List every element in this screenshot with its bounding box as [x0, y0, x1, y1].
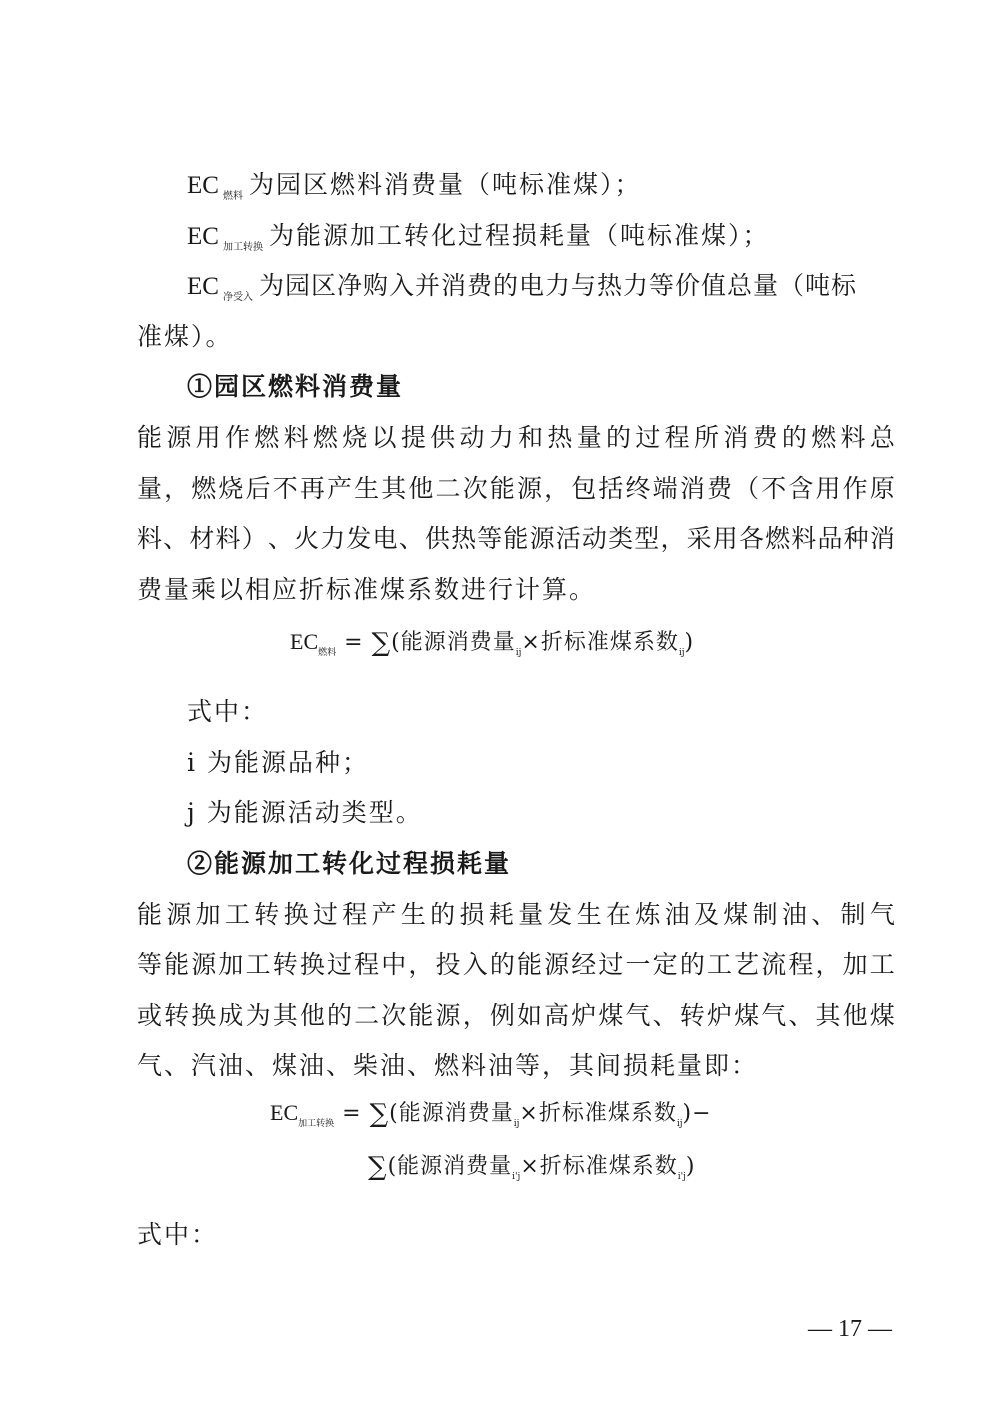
definition-text: 为能源加工转化过程损耗量（吨标准煤）； [268, 221, 770, 250]
formula-subscript: ij [513, 1119, 520, 1129]
section-heading: ①园区燃料消费量 [187, 372, 404, 401]
formula-term: ×折标准煤系数 [520, 1154, 678, 1179]
formula-close: ) [685, 1154, 696, 1179]
formula-term: ×折标准煤系数 [521, 630, 679, 655]
where-item: i 为能源品种； [187, 748, 369, 777]
paragraph-line: 量 ， 燃 烧 后 不 再 产 生 其 他 二 次 能 源 ， 包 括 终 端 消 费 （ 不 含 用 作 原 [137, 474, 895, 503]
paragraph-line: 气、汽油、煤油、柴油、燃料油等，其间损耗量即： [137, 1051, 759, 1080]
section-heading: ②能源加工转化过程损耗量 [187, 849, 512, 878]
paragraph-line: 或 转 换 成 为 其 他 的 二 次 能 源 ， 例 如 高 炉 煤 气 、 转 炉 煤 气 、 其 他 煤 [137, 1001, 895, 1030]
paragraph-line: 能 源 用 作 燃 料 燃 烧 以 提 供 动 力 和 热 量 的 过 程 所 消 费 的 燃 料 总 [137, 423, 895, 452]
formula-subscript: i'j [677, 1172, 686, 1182]
formula-lhs: EC [270, 1100, 299, 1125]
where-item: j 为能源活动类型。 [187, 798, 423, 827]
formula-subscript: i'j [512, 1172, 521, 1182]
where-label: 式中： [137, 1220, 219, 1249]
formula-term: ×折标准煤系数 [519, 1101, 677, 1126]
sigma-symbol: ∑ [368, 1152, 388, 1182]
ec-subscript: 燃料 [222, 191, 243, 202]
formula-lhs-subscript: 燃料 [318, 648, 337, 658]
definition-continuation: 准煤）。 [137, 322, 233, 351]
ec-symbol: EC [187, 223, 219, 250]
formula-term: (能源消费量 [387, 1154, 513, 1179]
formula-term: (能源消费量 [391, 630, 516, 655]
formula-conversion-line1 [270, 1097, 712, 1133]
formula-subscript: ij [678, 648, 685, 658]
definition-ec-fuel [187, 168, 641, 208]
formula-close: )− [682, 1101, 712, 1126]
formula-subscript: ij [515, 648, 522, 658]
paragraph-line: 能 源 加 工 转 换 过 程 产 生 的 损 耗 量 发 生 在 炼 油 及 煤 制 油 、 制 气 [137, 900, 895, 929]
formula-lhs-subscript: 加工转换 [298, 1119, 335, 1129]
page-number: — 17 — [808, 1316, 892, 1342]
ec-subscript: 加工转换 [222, 242, 263, 253]
paragraph-line: 费量乘以相应折标准煤系数进行计算。 [137, 575, 597, 604]
definition-ec-net-input [187, 269, 857, 309]
formula-close: ) [684, 630, 695, 655]
sigma-symbol: ∑ [371, 628, 392, 658]
where-label: 式中： [187, 697, 269, 726]
ec-symbol: EC [187, 273, 219, 300]
formula-term: (能源消费量 [389, 1101, 514, 1126]
paragraph-line: 料 、 材 料 ） 、 火 力 发 电 、 供 热 等 能 源 活 动 类 型 ， 采 用 各 燃 料 品 种 消 [137, 524, 895, 553]
formula-lhs: EC [290, 629, 319, 654]
formula-fuel [290, 626, 694, 662]
sigma-symbol: ∑ [369, 1099, 390, 1129]
definition-text: 为园区燃料消费量（吨标准煤）； [248, 170, 642, 199]
paragraph-line: 等 能 源 加 工 转 换 过 程 中 ， 投 入 的 能 源 经 过 一 定 的 工 艺 流 程 ， 加 工 [137, 950, 895, 979]
ec-subscript: 净受入 [222, 292, 253, 303]
definition-ec-conversion [187, 219, 769, 259]
definition-text: 为园区净购入并消费的电力与热力等价值总量（吨标 [258, 271, 857, 300]
formula-conversion-line2 [368, 1150, 696, 1186]
formula-subscript: ij [676, 1119, 683, 1129]
formula-equals: = [344, 630, 364, 655]
ec-symbol: EC [187, 172, 219, 199]
formula-equals: = [342, 1101, 362, 1126]
